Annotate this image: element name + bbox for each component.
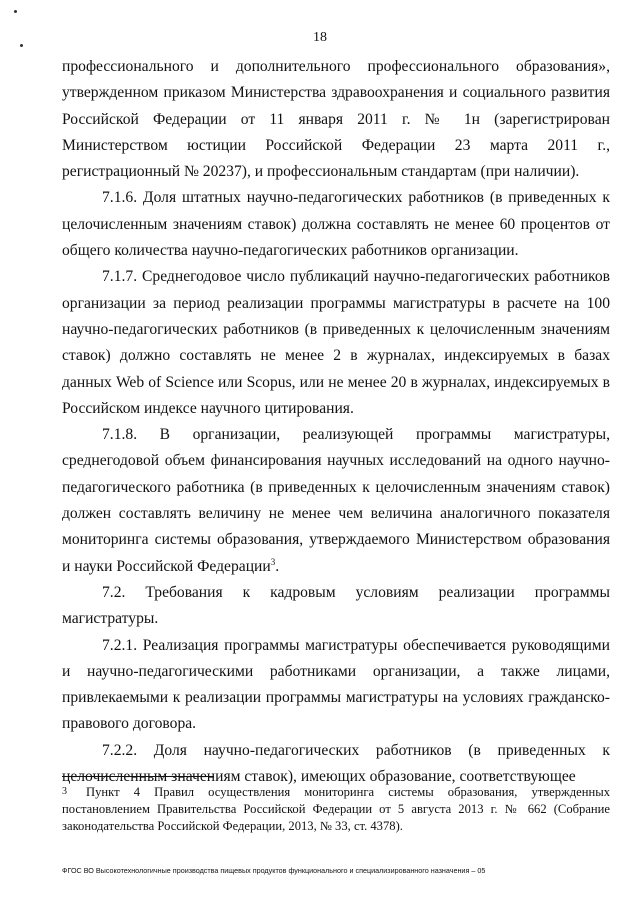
paragraph-7-2-2: 7.2.2. Доля научно-педагогических работников (в приведенных к целочисленным значениям ставок), имеющих образование, соответствующее: [62, 741, 610, 786]
footnote-reference[interactable]: 3: [270, 556, 276, 567]
paragraph-7-1-8-tail: .: [275, 557, 280, 575]
footnote-mark: 3: [62, 786, 67, 797]
paragraph-7-1-8: [62, 422, 610, 580]
page-number: 18: [313, 30, 327, 45]
paragraph-7-1-7: 7.1.7. Среднегодовое число публикаций научно-педагогических работников организации за период реализации программы магистратуры в расчете на 100 научно-педагогических работников (в приведенных к целочисленным значениям ставок) должно составлять не менее 2 в журналах, индексируемых в базах данных Web of Science или Scopus, или не менее 20 в журналах, индексируемых в Российском индексе научного цитирования.: [62, 268, 610, 417]
scan-speck: [14, 10, 17, 13]
footnote-divider: [62, 776, 214, 777]
footnote: [62, 784, 610, 834]
page-footer: ФГОС ВО Высокотехнологичные производства пищевых продуктов функционального и специализированного назначения – 05: [62, 866, 486, 875]
paragraph-7-1-6: 7.1.6. Доля штатных научно-педагогических работников (в приведенных к целочисленным значениям ставок) должна составлять не менее 60 процентов от общего количества научно-педагогических работников организации.: [62, 189, 610, 260]
paragraph-7-2-1: 7.2.1. Реализация программы магистратуры обеспечивается руководящими и научно-педагогическими работниками организации, а также лицами, привлекаемыми к реализации программы магистратуры на условиях гражданско-правового договора.: [62, 636, 610, 733]
paragraph-continuation: профессионального и дополнительного профессионального образования», утвержденном приказом Министерства здравоохранения и социального развития Российской Федерации от 11 января 2011 г. № 1н (зарегистрирован Министерством юстиции Российской Федерации 23 марта 2011 г., регистрационный № 20237), и профессиональным стандартам (при наличии).: [62, 58, 610, 181]
paragraph-7-2: 7.2. Требования к кадровым условиям реализации программы магистратуры.: [62, 583, 610, 628]
body-text: [62, 54, 610, 790]
footnote-text: Пункт 4 Правил осуществления мониторинга системы образования, утвержденных постановлением Правительства Российской Федерации от 5 августа 2013 г. № 662 (Собрание законодательства Российской Федерации, 2013, № 33, ст. 4378).: [62, 785, 610, 833]
paragraph-7-1-8-text: 7.1.8. В организации, реализующей программы магистратуры, среднегодовой объем финансирования научных исследований на одного научно-педагогического работника (в приведенных к целочисленным значениям ставок) должен составлять величину не менее чем величина аналогичного показателя мониторинга системы образования, утверждаемого Министерством образования и науки Российской Федерации: [62, 426, 610, 575]
